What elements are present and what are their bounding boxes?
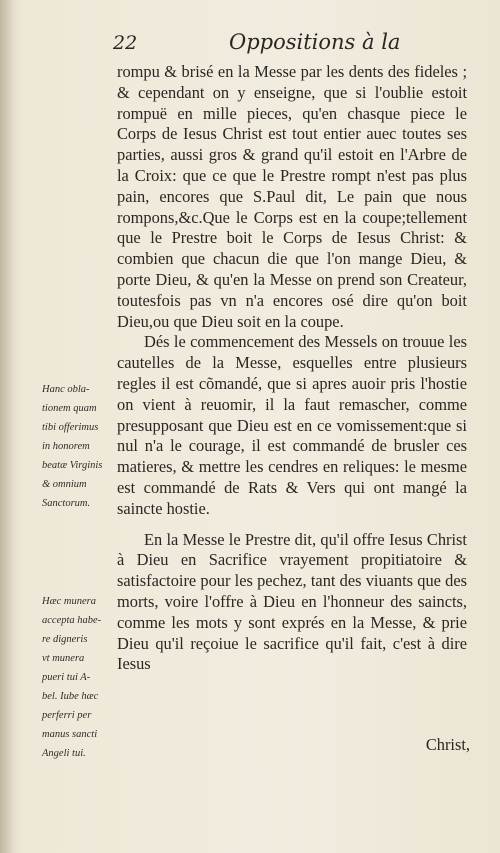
marginal-line: Hæc munera (42, 596, 96, 607)
marginal-line: & omnium (42, 479, 87, 490)
marginal-line: Angeli tui. (42, 748, 86, 759)
marginal-line: tibi offerimus (42, 422, 99, 433)
catchword: Christ, (425, 735, 470, 754)
marginal-line: manus sancti (42, 729, 98, 740)
marginal-line: perferri per (42, 710, 92, 721)
marginal-line: accepta habe- (42, 615, 102, 626)
marginal-line: re digneris (42, 634, 88, 645)
marginal-line: Sanctorum. (42, 498, 91, 509)
running-title: Oppositions à la (229, 30, 401, 54)
paragraph: Dés le commencement des Messels on trouue les cautelles de la Messe, esquelles entre plusieurs regles il est cõmandé, que si apres auoir pris l'hostie on vient à reuomir, il la faut remascher, comme presupposant que Dieu est en ce vomissement:que si nul n'a le courage, il est commandé de brusler ces matieres, & mettre les cendres en reliques: le mesme est commandé de Rats & Vers qui ont mangé la saincte hostie. (117, 332, 467, 518)
page-number: 22 (113, 32, 138, 54)
marginal-line: tionem quam (42, 403, 97, 414)
marginal-line: pueri tui A- (42, 672, 91, 683)
marginal-note (42, 592, 116, 763)
gutter-shadow (0, 0, 14, 853)
page-header (113, 30, 473, 60)
marginal-line: bel. Iube hæc (42, 691, 99, 702)
marginal-note (42, 380, 116, 513)
marginal-line: in honorem (42, 441, 90, 452)
paragraph: En la Messe le Prestre dit, qu'il offre Iesus Christ à Dieu en Sacrifice vrayement propitiatoire & satisfactoire pour les pechez, tant des viuants que des morts, voire l'offre à Dieu en l'honneur des saincts, comme les mots y sont exprés en la Messe, & prie Dieu qu'il reçoiue le sacrifice qu'il fait, c'est à dire Iesus (117, 529, 467, 674)
marginal-line: vt munera (42, 653, 85, 664)
marginal-line: beatæ Virginis (42, 460, 103, 471)
main-text (117, 62, 467, 675)
marginal-line: Hanc obla- (42, 384, 90, 395)
paragraph: rompu & brisé en la Messe par les dents des fideles ; & cependant on y enseigne, que si l'oublie estoit rompuë en mille pieces, qu'en chasque piece le Corps de Iesus Christ est tout entier auec toutes ses parties, aussi gros & grand qu'il estoit en l'Arbre de la Croix: que ce que le Prestre rompt n'est pas plus pain, encores que S.Paul dit, Le pain que nous rompons,&c.Que le Corps est en la coupe;tellement que le Prestre boit le Corps de Iesus Christ: & combien que chacun die que l'on mange Dieu, & porte Dieu, & qu'en la Messe on prend son Createur, toutesfois pas vn n'a encores osé dire qu'on boit Dieu,ou que Dieu soit en la coupe. (117, 62, 467, 331)
